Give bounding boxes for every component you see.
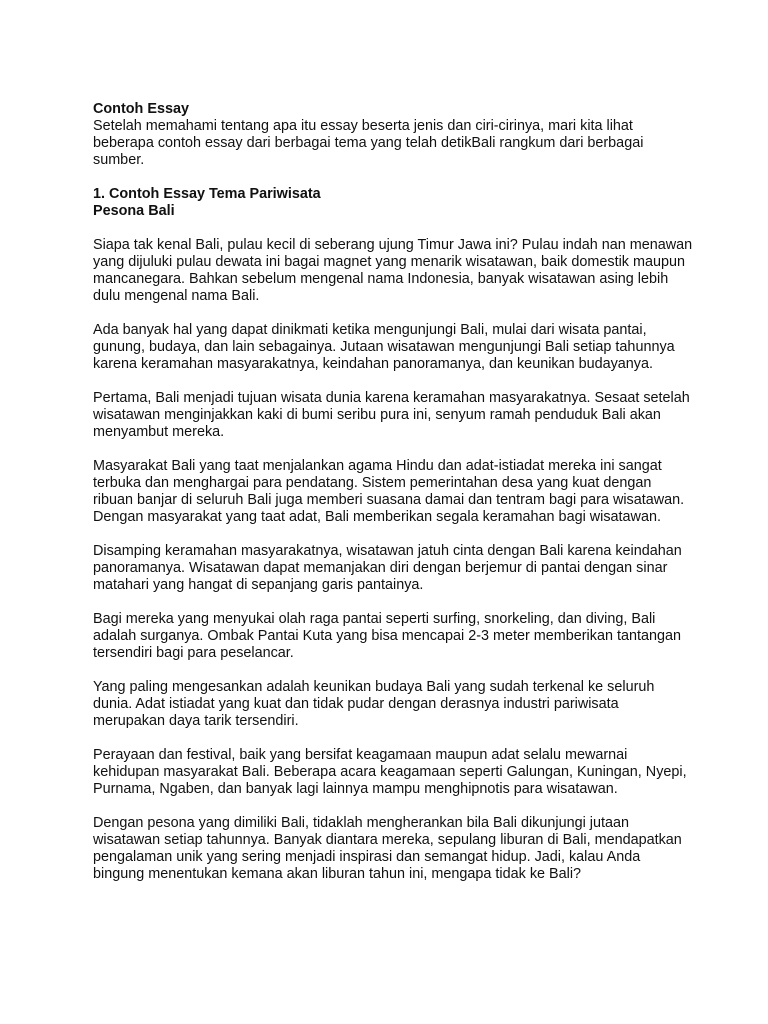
essay-paragraph-8: Perayaan dan festival, baik yang bersifat keagamaan maupun adat selalu mewarnai kehidupan masyarakat Bali. Beberapa acara keagamaan seperti Galungan, Kuningan, Nyepi, Purnama, Ngaben, dan banyak lagi lainnya mampu menghipnotis para wisatawan.	[93, 747, 687, 797]
essay-paragraph-3: Pertama, Bali menjadi tujuan wisata dunia karena keramahan masyarakatnya. Sesaat setelah wisatawan menginjakkan kaki di bumi seribu pura ini, senyum ramah penduduk Bali akan menyambut mereka.	[93, 390, 690, 440]
document-title: Contoh Essay	[93, 101, 189, 117]
essay-paragraph-1: Siapa tak kenal Bali, pulau kecil di seberang ujung Timur Jawa ini? Pulau indah nan menawan yang dijuluki pulau dewata ini bagai magnet yang menarik wisatawan, baik domestik maupun mancanegara. Bahkan sebelum mengenal nama Indonesia, banyak wisatawan asing lebih dulu mengenal nama Bali.	[93, 237, 693, 304]
essay-paragraph-4: Masyarakat Bali yang taat menjalankan agama Hindu dan adat-istiadat mereka ini sangat terbuka dan menghargai para pendatang. Sistem pemerintahan desa yang kuat dengan ribuan banjar di seluruh Bali juga memberi suasana damai dan tentram bagi para wisatawan. Dengan masyarakat yang taat adat, Bali memberikan segala keramahan bagi wisatawan.	[93, 458, 685, 525]
essay-paragraph-6: Bagi mereka yang menyukai olah raga pantai seperti surfing, snorkeling, dan diving, Bali adalah surganya. Ombak Pantai Kuta yang bisa mencapai 2-3 meter memberikan tantangan tersendiri bagi para peselancar.	[93, 611, 681, 661]
essay-paragraph-2: Ada banyak hal yang dapat dinikmati ketika mengunjungi Bali, mulai dari wisata pantai, gunung, budaya, dan lain sebagainya. Jutaan wisatawan mengunjungi Bali setiap tahunnya karena keramahan masyarakatnya, keindahan panoramanya, dan keunikan budayanya.	[93, 322, 675, 372]
document-page	[93, 101, 693, 900]
essay-title: Pesona Bali	[93, 203, 175, 219]
section-heading: 1. Contoh Essay Tema Pariwisata	[93, 186, 321, 202]
essay-paragraph-9: Dengan pesona yang dimiliki Bali, tidaklah mengherankan bila Bali dikunjungi jutaan wisatawan setiap tahunnya. Banyak diantara mereka, sepulang liburan di Bali, mendapatkan pengalaman unik yang sering menjadi inspirasi dan semangat hidup. Jadi, kalau Anda bingung menentukan kemana akan liburan tahun ini, mengapa tidak ke Bali?	[93, 815, 682, 882]
essay-paragraph-5: Disamping keramahan masyarakatnya, wisatawan jatuh cinta dengan Bali karena keindahan panoramanya. Wisatawan dapat memanjakan diri dengan berjemur di pantai dengan sinar matahari yang hangat di sepanjang garis pantainya.	[93, 543, 682, 593]
essay-paragraph-7: Yang paling mengesankan adalah keunikan budaya Bali yang sudah terkenal ke seluruh dunia. Adat istiadat yang kuat dan tidak pudar dengan derasnya industri pariwisata merupakan daya tarik tersendiri.	[93, 679, 655, 729]
intro-paragraph: Setelah memahami tentang apa itu essay beserta jenis dan ciri-cirinya, mari kita lihat beberapa contoh essay dari berbagai tema yang telah detikBali rangkum dari berbagai sumber.	[93, 118, 644, 168]
